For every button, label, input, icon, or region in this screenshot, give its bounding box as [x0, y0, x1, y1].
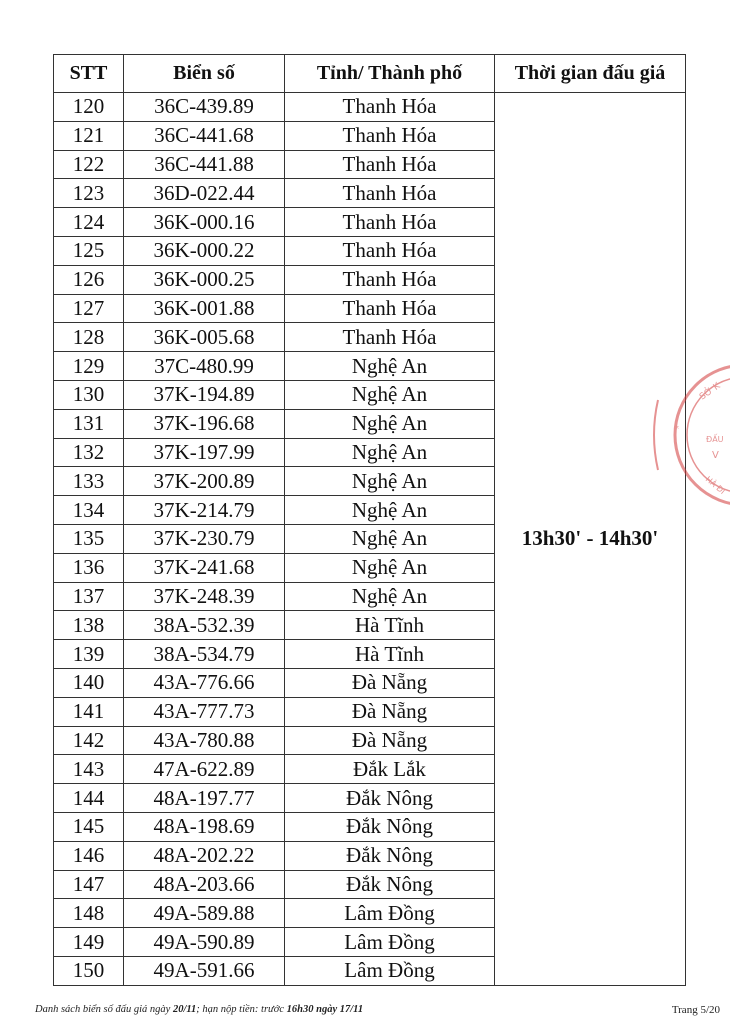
row-stt: 138 [54, 611, 124, 640]
header-auction-time: Thời gian đấu giá [495, 55, 686, 93]
row-plate-number: 48A-198.69 [124, 812, 285, 841]
row-plate-number: 48A-197.77 [124, 784, 285, 813]
row-plate-number: 36K-000.25 [124, 265, 285, 294]
row-province: Lâm Đồng [285, 928, 495, 957]
row-stt: 129 [54, 352, 124, 381]
row-stt: 146 [54, 841, 124, 870]
row-stt: 124 [54, 208, 124, 237]
row-plate-number: 37K-200.89 [124, 467, 285, 496]
row-stt: 130 [54, 380, 124, 409]
row-province: Hà Tĩnh [285, 640, 495, 669]
row-province: Nghệ An [285, 553, 495, 582]
row-province: Nghệ An [285, 582, 495, 611]
row-stt: 131 [54, 409, 124, 438]
row-plate-number: 36C-441.68 [124, 121, 285, 150]
row-plate-number: 37K-230.79 [124, 524, 285, 553]
row-stt: 145 [54, 812, 124, 841]
row-province: Đắk Lắk [285, 755, 495, 784]
row-plate-number: 49A-591.66 [124, 956, 285, 985]
row-province: Thanh Hóa [285, 179, 495, 208]
footer-auction-date: 20/11 [172, 1004, 197, 1015]
row-plate-number: 49A-589.88 [124, 899, 285, 928]
row-stt: 142 [54, 726, 124, 755]
row-stt: 139 [54, 640, 124, 669]
row-province: Nghệ An [285, 409, 495, 438]
row-stt: 144 [54, 784, 124, 813]
svg-text:ĐẤU: ĐẤU [706, 435, 724, 444]
row-stt: 122 [54, 150, 124, 179]
row-stt: 136 [54, 553, 124, 582]
row-province: Nghệ An [285, 524, 495, 553]
row-stt: 140 [54, 668, 124, 697]
row-plate-number: 43A-780.88 [124, 726, 285, 755]
row-stt: 132 [54, 438, 124, 467]
page-number: Trang 5/20 [671, 1004, 720, 1016]
row-plate-number: 38A-532.39 [124, 611, 285, 640]
row-plate-number: 36K-000.22 [124, 236, 285, 265]
row-province: Đà Nẵng [285, 668, 495, 697]
footer-note [35, 1004, 363, 1015]
header-plate-number: Biển số [124, 55, 285, 93]
red-stamp-seal [650, 360, 730, 510]
svg-text:V: V [712, 450, 719, 461]
row-province: Thanh Hóa [285, 93, 495, 122]
row-province: Thanh Hóa [285, 236, 495, 265]
row-plate-number: 36K-001.88 [124, 294, 285, 323]
row-province: Đắk Nông [285, 841, 495, 870]
svg-text:*: * [674, 424, 679, 435]
header-province: Tỉnh/ Thành phố [285, 55, 495, 93]
row-stt: 149 [54, 928, 124, 957]
row-plate-number: 49A-590.89 [124, 928, 285, 957]
row-plate-number: 43A-776.66 [124, 668, 285, 697]
row-province: Đà Nẵng [285, 726, 495, 755]
row-plate-number: 37K-214.79 [124, 496, 285, 525]
header-stt: STT [54, 55, 124, 93]
row-plate-number: 36K-000.16 [124, 208, 285, 237]
row-plate-number: 37K-196.68 [124, 409, 285, 438]
row-stt: 133 [54, 467, 124, 496]
row-province: Đắk Nông [285, 784, 495, 813]
row-province: Thanh Hóa [285, 294, 495, 323]
auction-plate-table [53, 54, 686, 986]
row-province: Nghệ An [285, 438, 495, 467]
row-plate-number: 37K-194.89 [124, 380, 285, 409]
row-stt: 134 [54, 496, 124, 525]
row-stt: 150 [54, 956, 124, 985]
row-plate-number: 48A-203.66 [124, 870, 285, 899]
row-province: Thanh Hóa [285, 265, 495, 294]
row-plate-number: 36C-441.88 [124, 150, 285, 179]
footer-text-b: ; hạn nộp tiền: trước [196, 1004, 287, 1015]
row-stt: 121 [54, 121, 124, 150]
row-stt: 148 [54, 899, 124, 928]
row-stt: 123 [54, 179, 124, 208]
row-stt: 147 [54, 870, 124, 899]
row-plate-number: 37K-241.68 [124, 553, 285, 582]
row-province: Lâm Đồng [285, 899, 495, 928]
row-plate-number: 36K-005.68 [124, 323, 285, 352]
row-stt: 128 [54, 323, 124, 352]
row-stt: 137 [54, 582, 124, 611]
row-stt: 127 [54, 294, 124, 323]
row-plate-number: 38A-534.79 [124, 640, 285, 669]
row-province: Đắk Nông [285, 870, 495, 899]
row-stt: 120 [54, 93, 124, 122]
row-province: Hà Tĩnh [285, 611, 495, 640]
auction-time-slot: 13h30' - 14h30' [495, 93, 686, 986]
table-header-row [54, 55, 686, 93]
row-plate-number: 48A-202.22 [124, 841, 285, 870]
svg-text:SỞ K: SỞ K [697, 381, 723, 403]
row-plate-number: 47A-622.89 [124, 755, 285, 784]
row-plate-number: 36D-022.44 [124, 179, 285, 208]
row-province: Thanh Hóa [285, 150, 495, 179]
row-stt: 126 [54, 265, 124, 294]
table-body [54, 93, 686, 986]
footer-text-a: Danh sách biển số đấu giá ngày [35, 1004, 173, 1015]
row-province: Thanh Hóa [285, 323, 495, 352]
svg-text:HÀ ĐI: HÀ ĐI [703, 474, 727, 497]
row-province: Nghệ An [285, 380, 495, 409]
footer-deadline: 16h30 ngày 17/11 [286, 1004, 364, 1015]
row-plate-number: 37K-197.99 [124, 438, 285, 467]
row-province: Nghệ An [285, 352, 495, 381]
row-plate-number: 36C-439.89 [124, 93, 285, 122]
table-row [54, 93, 686, 122]
row-province: Đà Nẵng [285, 697, 495, 726]
row-plate-number: 37K-248.39 [124, 582, 285, 611]
row-plate-number: 37C-480.99 [124, 352, 285, 381]
row-province: Lâm Đồng [285, 956, 495, 985]
row-province: Thanh Hóa [285, 208, 495, 237]
row-plate-number: 43A-777.73 [124, 697, 285, 726]
row-stt: 141 [54, 697, 124, 726]
row-province: Đắk Nông [285, 812, 495, 841]
row-stt: 135 [54, 524, 124, 553]
row-stt: 143 [54, 755, 124, 784]
row-province: Nghệ An [285, 467, 495, 496]
row-province: Thanh Hóa [285, 121, 495, 150]
row-province: Nghệ An [285, 496, 495, 525]
row-stt: 125 [54, 236, 124, 265]
